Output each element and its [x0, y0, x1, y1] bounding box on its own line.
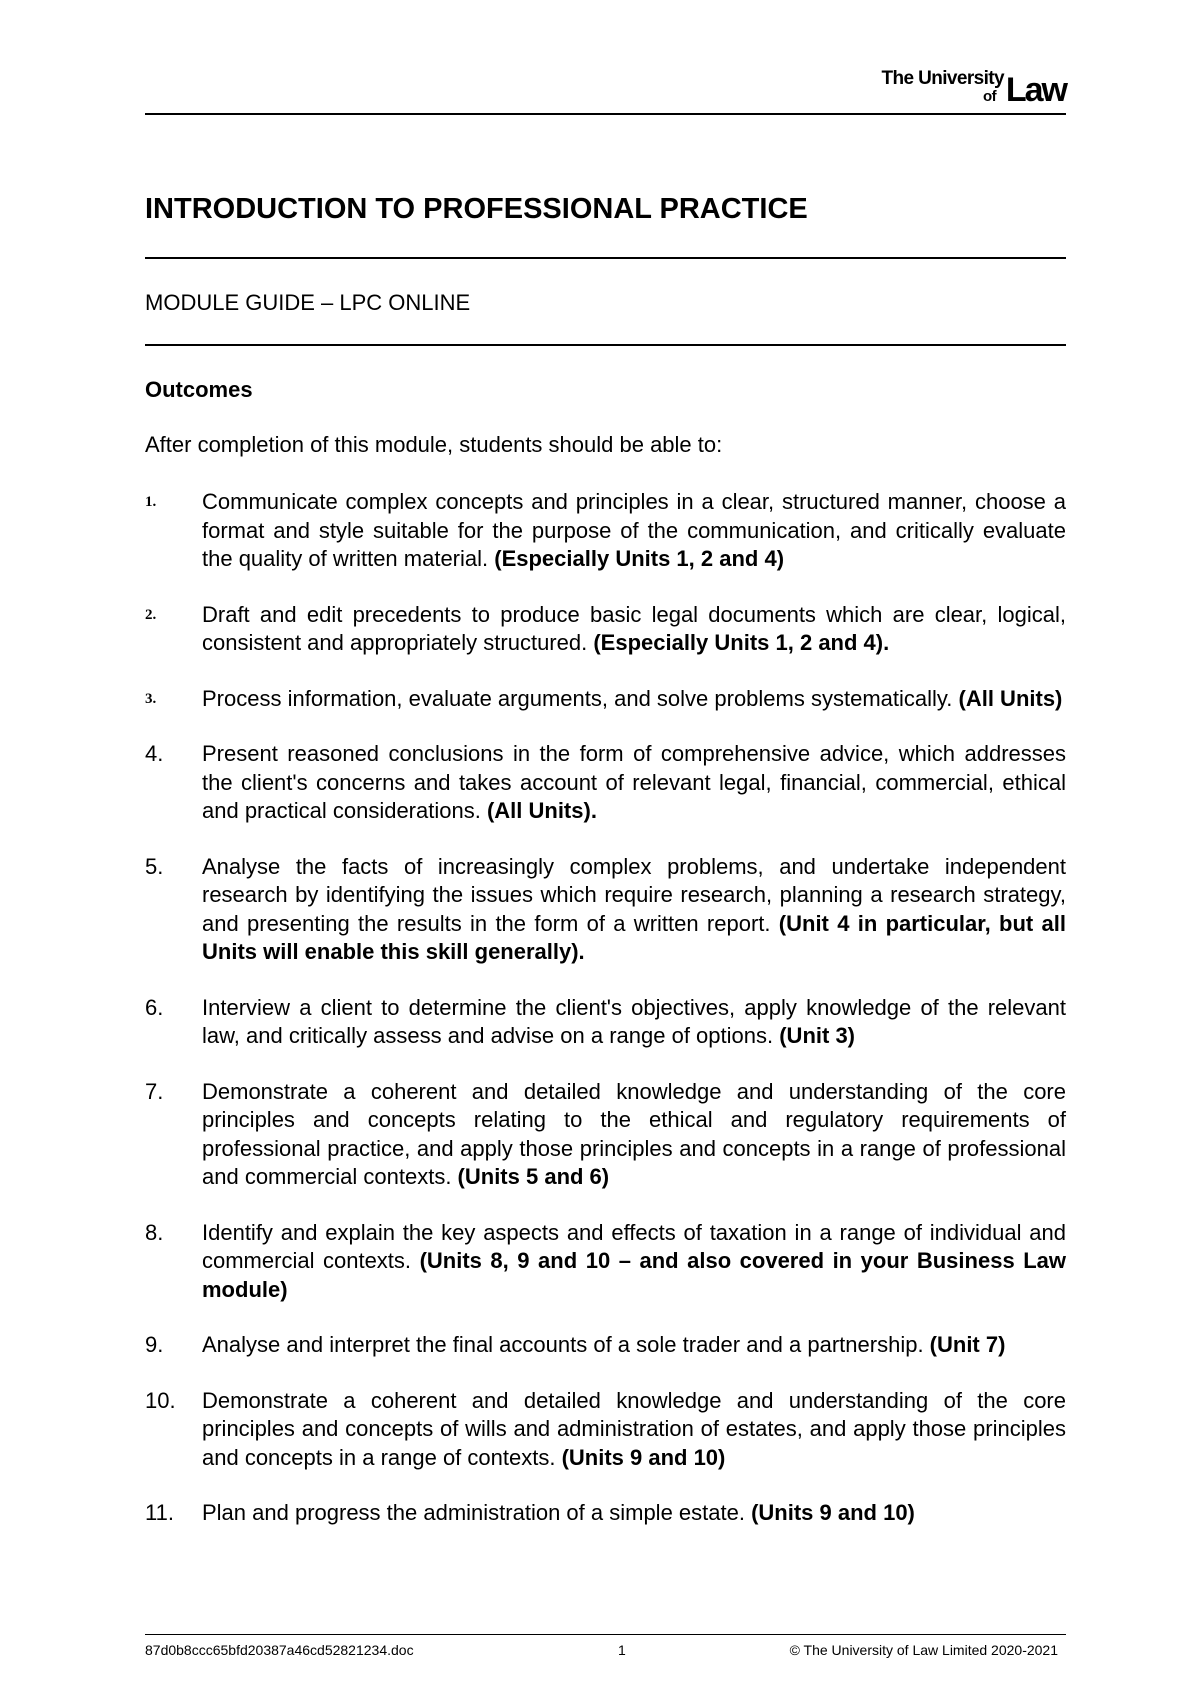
outcome-number: 4.: [145, 741, 164, 766]
outcome-text: Present reasoned conclusions in the form of comprehensive advice, which addresses the client's concerns and takes account of relevant legal, financial, commercial, ethical and practical considerations.: [202, 741, 1066, 823]
subtitle-rule: [145, 344, 1066, 346]
outcome-text: Analyse and interpret the final accounts of a sole trader and a partnership.: [202, 1332, 930, 1357]
outcome-text: Interview a client to determine the client's objectives, apply knowledge of the relevant law, and critically assess and advise on a range of options.: [202, 994, 1066, 1048]
outcome-units: (Unit 3): [779, 1023, 855, 1048]
title-rule: [145, 257, 1066, 259]
outcome-units: (Especially Units 1, 2 and 4): [494, 546, 785, 571]
outcome-number: 5.: [145, 853, 164, 879]
outcome-units: (All Units): [958, 685, 1063, 711]
outcome-number: 9.: [145, 1332, 164, 1357]
outcome-item: [145, 1331, 1066, 1360]
logo-line-3: Law: [1005, 71, 1066, 109]
outcome-item: [145, 1219, 1066, 1305]
outcome-number: 11.: [145, 1500, 174, 1525]
footer-filename: 87d0b8ccc65bfd20387a46cd52821234.doc: [145, 1642, 414, 1658]
outcome-item: [145, 601, 1066, 658]
outcome-text: Process information, evaluate arguments, and solve problems systematically.: [202, 685, 959, 711]
outcome-units: (Units 8, 9 and 10 – and also covered in your Business Law module): [202, 1248, 1066, 1302]
outcome-item: [145, 1499, 1066, 1528]
outcome-text: Analyse the facts of increasingly complex problems, and undertake independent research by identifying the issues which require research, planning a research strategy, and presenting the results in the form of a written report.: [202, 853, 1066, 936]
outcome-units: (All Units).: [486, 798, 597, 823]
outcome-number: 10.: [145, 1387, 176, 1413]
document-subtitle: MODULE GUIDE – LPC ONLINE: [145, 290, 471, 315]
outcome-text: Draft and edit precedents to produce basic legal documents which are clear, logical, consistent and appropriately structured.: [202, 601, 1066, 655]
outcome-item: [145, 685, 1066, 714]
outcome-text: Demonstrate a coherent and detailed knowledge and understanding of the core principles and concepts relating to the ethical and regulatory requirements of professional practice, and apply those principles and concepts in a range of professional and commercial contexts.: [202, 1078, 1066, 1189]
outcome-number: 2.: [145, 606, 157, 623]
outcome-units: (Units 9 and 10): [561, 1444, 726, 1470]
outcome-item: [145, 740, 1066, 826]
outcome-item: [145, 994, 1066, 1051]
outcomes-list: [145, 488, 1066, 1555]
outcome-units: (Units 5 and 6): [457, 1164, 610, 1189]
university-logo: [866, 68, 1066, 108]
logo-line-1: The University: [881, 68, 1004, 89]
outcome-item: [145, 1387, 1066, 1473]
outcome-number: 7.: [145, 1078, 164, 1104]
outcome-number: 1.: [145, 494, 157, 510]
header-rule: [145, 113, 1066, 115]
outcome-units: (Units 9 and 10): [751, 1500, 915, 1525]
outcome-units: (Unit 7): [929, 1332, 1006, 1357]
intro-text: After completion of this module, students should be able to:: [145, 432, 723, 457]
outcome-units: (Especially Units 1, 2 and 4).: [593, 630, 890, 655]
footer-rule: [145, 1634, 1066, 1635]
outcome-item: [145, 488, 1066, 574]
outcome-number: 3.: [145, 690, 157, 707]
outcomes-heading: Outcomes: [145, 377, 253, 402]
outcome-item: [145, 1078, 1066, 1192]
outcome-text: Plan and progress the administration of a simple estate.: [202, 1500, 752, 1525]
outcome-item: [145, 853, 1066, 967]
page-number: 1: [618, 1642, 626, 1658]
outcome-number: 6.: [145, 994, 164, 1020]
footer-copyright: © The University of Law Limited 2020-2021: [789, 1642, 1058, 1658]
outcome-units: (Unit 4 in particular, but all Units will enable this skill generally).: [202, 910, 1066, 964]
outcome-text: Identify and explain the key aspects and effects of taxation in a range of individual and commercial contexts.: [202, 1219, 1066, 1273]
outcome-number: 8.: [145, 1219, 164, 1245]
document-title: INTRODUCTION TO PROFESSIONAL PRACTICE: [145, 193, 808, 225]
outcome-text: Demonstrate a coherent and detailed knowledge and understanding of the core principles and concepts of wills and administration of estates, and apply those principles and concepts in a range of contexts.: [202, 1387, 1066, 1470]
logo-line-2: of: [983, 88, 996, 105]
outcome-text: Communicate complex concepts and principles in a clear, structured manner, choose a format and style suitable for the purpose of the communication, and critically evaluate the quality of written material.: [202, 489, 1066, 571]
